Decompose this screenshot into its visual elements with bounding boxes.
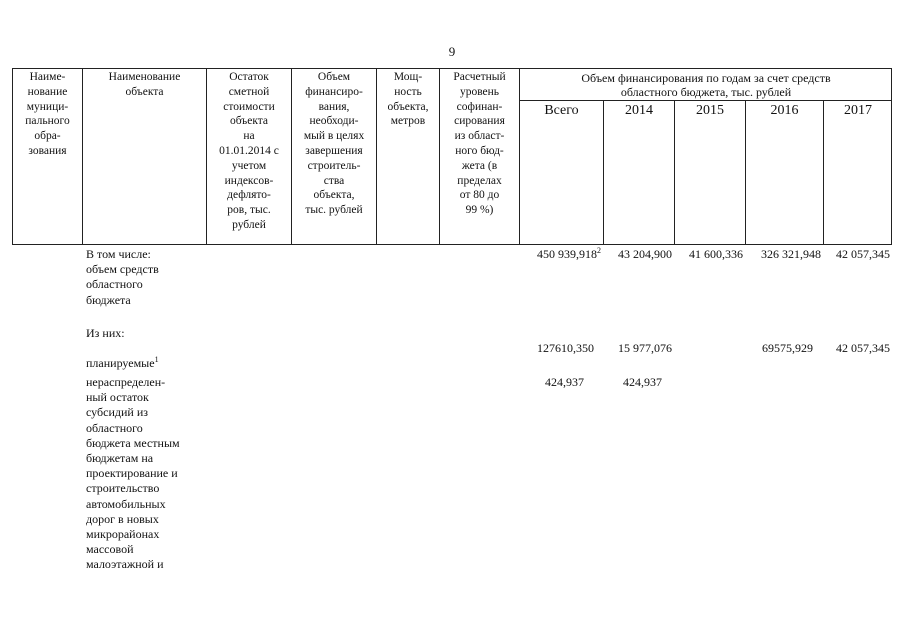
row-planned-2017: 42 057,345 (836, 341, 890, 355)
row-unallocated-total: 424,937 (545, 375, 584, 389)
header-total: Всего (544, 103, 579, 118)
row-regional-budget-total (520, 247, 601, 261)
footnote-mark: 2 (597, 246, 601, 255)
value-text: 450 939,918 (537, 247, 597, 261)
header-year-2017: 2017 (844, 103, 872, 118)
page-number: 9 (448, 44, 456, 59)
header-year-2015: 2015 (696, 103, 724, 118)
footnote-mark: 1 (154, 355, 159, 365)
row-unallocated-2014: 424,937 (623, 375, 662, 389)
row-planned-2016: 69575,929 (762, 341, 813, 355)
row-regional-budget-2015: 41 600,336 (689, 247, 743, 261)
header-yearly-financing: Объем финансирования по годам за счет средств областного бюджета, тыс. рублей (581, 71, 831, 99)
row-regional-budget-2016: 326 321,948 (761, 247, 821, 261)
row-regional-budget-2014: 43 204,900 (618, 247, 672, 261)
header-object-name: Наименование объекта (108, 71, 181, 98)
header-year-2016: 2016 (770, 103, 799, 118)
group-divider (519, 100, 892, 101)
row-planned-label (86, 341, 204, 371)
row-planned-total: 127610,350 (537, 341, 594, 355)
column-divider (603, 100, 604, 245)
row-regional-budget-2017: 42 057,345 (836, 247, 890, 261)
label-text: планируемые (86, 356, 155, 371)
column-divider (745, 100, 746, 245)
header-capacity: Мощ- ность объекта, метров (387, 71, 429, 128)
row-of-which-label: Из них: (86, 326, 125, 340)
column-divider (674, 100, 675, 245)
header-financing-volume: Объем финансиро- вания, необходи- мый в целях завершения строитель- ства объекта, тыс. рублей (303, 71, 365, 217)
row-planned-2014: 15 977,076 (618, 341, 672, 355)
header-municipality: Наиме- нование муници- пального обра- зования (25, 71, 70, 157)
column-divider (823, 100, 824, 245)
header-year-2014: 2014 (625, 103, 653, 118)
row-regional-budget-label: В том числе: объем средств областного бюджета (86, 247, 159, 307)
header-remaining-cost: Остаток сметной стоимости объекта на 01.01.2014 с учетом индексов- дефлято- ров, тыс. рублей (219, 71, 279, 231)
header-cofinancing-level: Расчетный уровень софинан- сирования из област- ного бюд- жета (в пределах от 80 до 99 %) (453, 71, 506, 217)
row-unallocated-label: нераспределен- ный остаток субсидий из областного бюджета местным бюджетам на проектирование и строительство автомобильных дорог в новых микрорайонах массовой малоэтажной и (86, 375, 180, 572)
